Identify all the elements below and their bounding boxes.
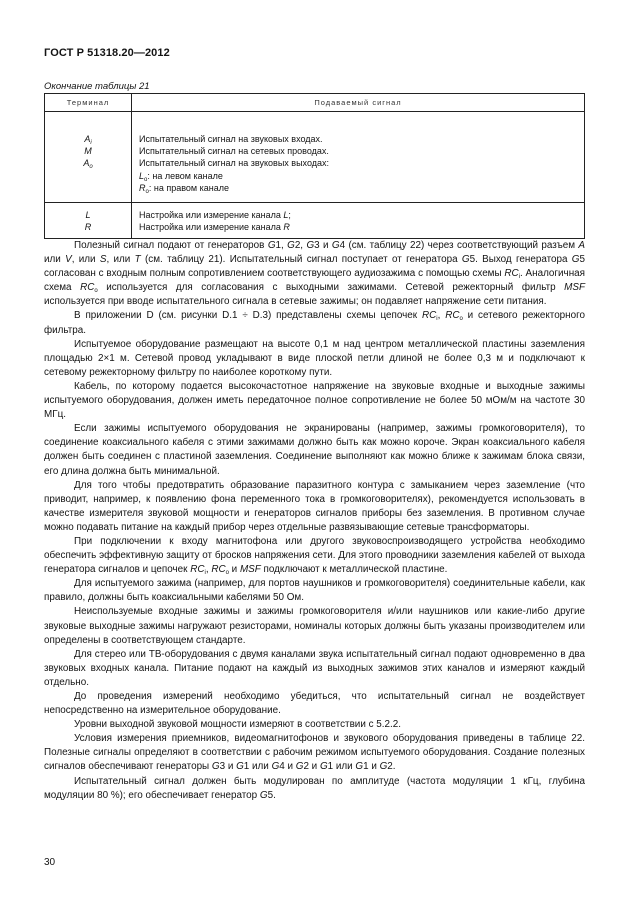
column-header-terminal: Терминал <box>45 94 132 112</box>
paragraph: Уровни выходной звуковой мощности измеряют в соответствии с 5.2.2. <box>74 719 401 731</box>
table-21 <box>44 93 585 239</box>
paragraph: Для стерео или ТВ-оборудования с двумя каналами звука испытательный сигнал подают одновременно в два звуковых входных канала. Питание подают на каждый из выходных зажимов этих каналов и измеряют каждый отдельно. <box>44 648 585 688</box>
paragraph: До проведения измерений необходимо убедиться, что испытательный сигнал не воздействует непосредственно на измерительное оборудование. <box>44 691 585 717</box>
column-header-signal: Подаваемый сигнал <box>132 94 585 112</box>
terminal-cell: L R <box>45 203 132 239</box>
paragraph: Полезный сигнал подают от генераторов G1, G2, G3 и G4 (см. таблицу 22) через соответствующий разъем A или V, или S, или T (см. таблицу 21). Испытательный сигнал поступает от генератора G5. Выход генератора G5 согласован с входным полным сопротивлением соответствующего аудиозажима с помощью схемы $RC_i$. Аналогичная схема $RC_o$ используется для согласования с выходными зажимами. Сетевой режекторный фильтр MSF используется при вводе испытательного сигнала в сетевые зажимы; он подавляет напряжение сети питания. <box>44 240 585 308</box>
paragraph: При подключении к входу магнитофона или другого звуковоспроизводящего устройства необходимо обеспечить эффективную защиту от бросков напряжения сети. Для этого проводники заземления кабелей от выхода генератора сигналов и цепочек $RC_i$, $RC_o$ и MSF подключают к металлической пластине. <box>44 535 585 577</box>
paragraph: Неиспользуемые входные зажимы и зажимы громкоговорителя и/или наушников или какие-либо другие звуковые выходные зажимы нагружают резисторами, номиналы которых должны быть указаны производителем или определены в соответствующем стандарте. <box>44 606 585 646</box>
paragraph: Условия измерения приемников, видеомагнитофонов и звукового оборудования приведены в таблице 22. Полезные сигналы определяют в соответствии с рабочим режимом испытуемого оборудования. Создание полезных сигналов обеспечивают генераторы G3 и G1 или G4 и G2 и G1 или G1 и G2. <box>44 733 585 773</box>
terminal-cell: $A_i$ M $A_o$ <box>45 112 132 203</box>
paragraph: В приложении D (см. рисунки D.1 ÷ D.3) представлены схемы цепочек $RC_i$, $RC_o$ и сетевого режекторного фильтра. <box>44 310 585 336</box>
paragraph: Для испытуемого зажима (например, для портов наушников и громкоговорителя) соединительные кабели, как правило, должны быть коаксиальными кабелями 50 Ом. <box>44 578 585 604</box>
table-header-row <box>45 94 585 112</box>
paragraph: Кабель, по которому подается высокочастотное напряжение на звуковые входные и выходные зажимы испытуемого оборудования, должен иметь передаточное полное сопротивление не более 50 мОм/м на частоте 30 МГц. <box>44 380 585 421</box>
paragraph: Испытательный сигнал должен быть модулирован по амплитуде (частота модуляции 1 кГц, глубина модуляции 80 %); его обеспечивает генератор G5. <box>44 775 585 801</box>
document-header: ГОСТ Р 51318.20—2012 <box>44 47 170 59</box>
table-caption: Окончание таблицы 21 <box>44 81 150 92</box>
page-number: 30 <box>44 857 56 868</box>
paragraph: Для того чтобы предотвратить образование паразитного контура с замыканием через заземление (что приводит, например, к появлению фона переменного тока в громкоговорителях), рекомендуется использовать в качестве измерителя звуковой мощности и генераторов сигналов приборы без заземления. В противном случае можно подавать питание на каждый прибор через отдельные развязывающие сетевые трансформаторы. <box>44 479 585 533</box>
paragraph: Если зажимы испытуемого оборудования не экранированы (например, зажимы громкоговорителя), то соединение коаксиального кабеля с этими зажимами должно быть как можно короче. Экран коаксиального кабеля должен быть соединен с пластиной заземления. Соединение выполняют как можно ближе к зажимам блока связи, его длина должна быть минимальной. <box>44 423 585 477</box>
table-row <box>45 112 585 203</box>
document-body <box>44 239 585 803</box>
signal-cell: Испытательный сигнал на звуковых входах. Испытательный сигнал на сетевых проводах. Испытательный сигнал на звуковых выходах: $L_o$: на левом канале $R_o$: на правом канале <box>132 112 585 203</box>
table-row <box>45 203 585 239</box>
paragraph: Испытуемое оборудование размещают на высоте 0,1 м над центром металлической пластины заземления площадью 2×1 м. Сетевой провод укладывают в виде плоской петли длиной не более 0,3 м и подключают к сетевому режекторному фильтру по наиболее короткому пути. <box>44 338 585 378</box>
signal-cell: Настройка или измерение канала L; Настройка или измерение канала R <box>132 203 585 239</box>
